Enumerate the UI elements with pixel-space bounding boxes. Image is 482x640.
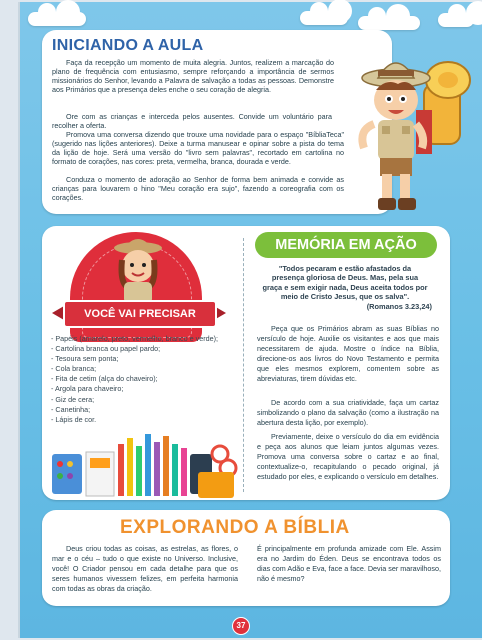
memoria-paragraph-2: De acordo com a sua criatividade, faça um cartaz simbolizando o plano da salvação (como a ilustração na abertura desta lição, por exemplo).: [257, 398, 439, 428]
verse-reference: (Romanos 3.23,24): [366, 302, 432, 311]
cloud-decoration: [28, 12, 86, 26]
list-item: - Papéis (amarelo, preto, vermelho, branco e verde);: [51, 334, 218, 343]
list-item: - Cola branca;: [51, 364, 97, 374]
list-item: - Argola para chaveiro;: [51, 384, 124, 394]
supplies-banner: VOCÊ VAI PRECISAR: [63, 300, 217, 328]
explorer-boy-illustration: [352, 44, 476, 220]
memory-verse: "Todos pecaram e estão afastados da presença gloriosa de Deus. Mas, pela sua graça e sem exigir nada, Deus aceita todos por meio de Cristo Jesus, que os salva".: [262, 264, 428, 302]
list-item: - Giz de cera;: [51, 394, 95, 404]
memoria-paragraph-1: Peça que os Primários abram as suas Bíblias no versículo de hoje. Auxilie os visitantes e aos que mais necessitarem de ajuda. Mostre o índice na Bíblia, direcione-os aos livros do Novo Testamento e permita que eles mesmos explorem, comentem sobre as abreviaturas, tirem dúvidas etc.: [257, 324, 439, 384]
list-item: - Cartolina branca ou papel pardo;: [51, 344, 161, 354]
section-title-memoria: MEMÓRIA EM AÇÃO: [255, 232, 437, 258]
page-number: 37: [232, 617, 250, 635]
list-item: - Canetinha;: [51, 404, 91, 414]
explorer-girl-illustration: [110, 234, 166, 304]
supplies-list: [51, 334, 218, 425]
list-item: - Tesoura sem ponta;: [51, 354, 119, 364]
intro-paragraph-1: Faça da recepção um momento de muita alegria. Juntos, realizem a marcação do plano de frequência com entusiasmo, sempre reforçando a importância de sermos missionários do Senhor, levando a Palavra de salvação a todas as pessoas. Demonstre aos Primários que a presença deles enche o seu coração de alegria.: [52, 58, 334, 94]
craft-supplies-illustration: [48, 424, 238, 500]
bible-paragraph-left: Deus criou todas as coisas, as estrelas, as flores, o mar e o céu – tudo o que existe no Universo. Inclusive, você! O Criador pensou em cada detalhe para que os seres humanos vivessem felizes, em perfeita harmonia com todas as obras da criação.: [52, 544, 238, 593]
bible-paragraph-right: É principalmente em profunda amizade com Ele. Assim era no Jardim do Éden. Deus se encontrava todos os dias com Adão e Eva, face a face. Devia ser maravilhoso, não é mesmo?: [257, 544, 441, 583]
cloud-decoration: [358, 16, 420, 30]
section-title-iniciando: INICIANDO A AULA: [52, 37, 204, 54]
list-item: - Fita de cetim (alça do chaveiro);: [51, 374, 158, 384]
section-title-explorando: EXPLORANDO A BÍBLIA: [120, 517, 350, 538]
intro-paragraph-4: Conduza o momento de adoração ao Senhor de forma bem animada e convide as crianças para louvarem o hino "Meu coração era sujo", fazendo a coreografia com os corações.: [52, 175, 344, 202]
cloud-decoration: [300, 11, 348, 25]
intro-paragraph-3: Promova uma conversa dizendo que trouxe uma novidade para o espaço "BíbliaTeca" (sugerido nas lições anteriores). Deixe a turma manusear e opinar sobre a pista do tema da lição de hoje. Será uma versão do "livro sem palavras", recortado em cartolina no formato de corações, nas cores: preta, vermelha, branca, dourada e verde.: [52, 130, 344, 166]
column-divider: [243, 238, 244, 492]
memoria-paragraph-3: Previamente, deixe o versículo do dia em evidência e peça aos alunos que leiam juntos algumas vezes. Promova uma conversa sobre o cartaz e ao final, contextualize-o, recapitulando o pecado original, já estudado por eles, e explicando o versículo em detalhes.: [257, 432, 439, 482]
list-item: - Lápis de cor.: [51, 414, 97, 424]
cloud-decoration: [438, 13, 474, 27]
intro-paragraph-2: Ore com as crianças e interceda pelos ausentes. Convide um voluntário para recolher a oferta.: [52, 112, 332, 130]
